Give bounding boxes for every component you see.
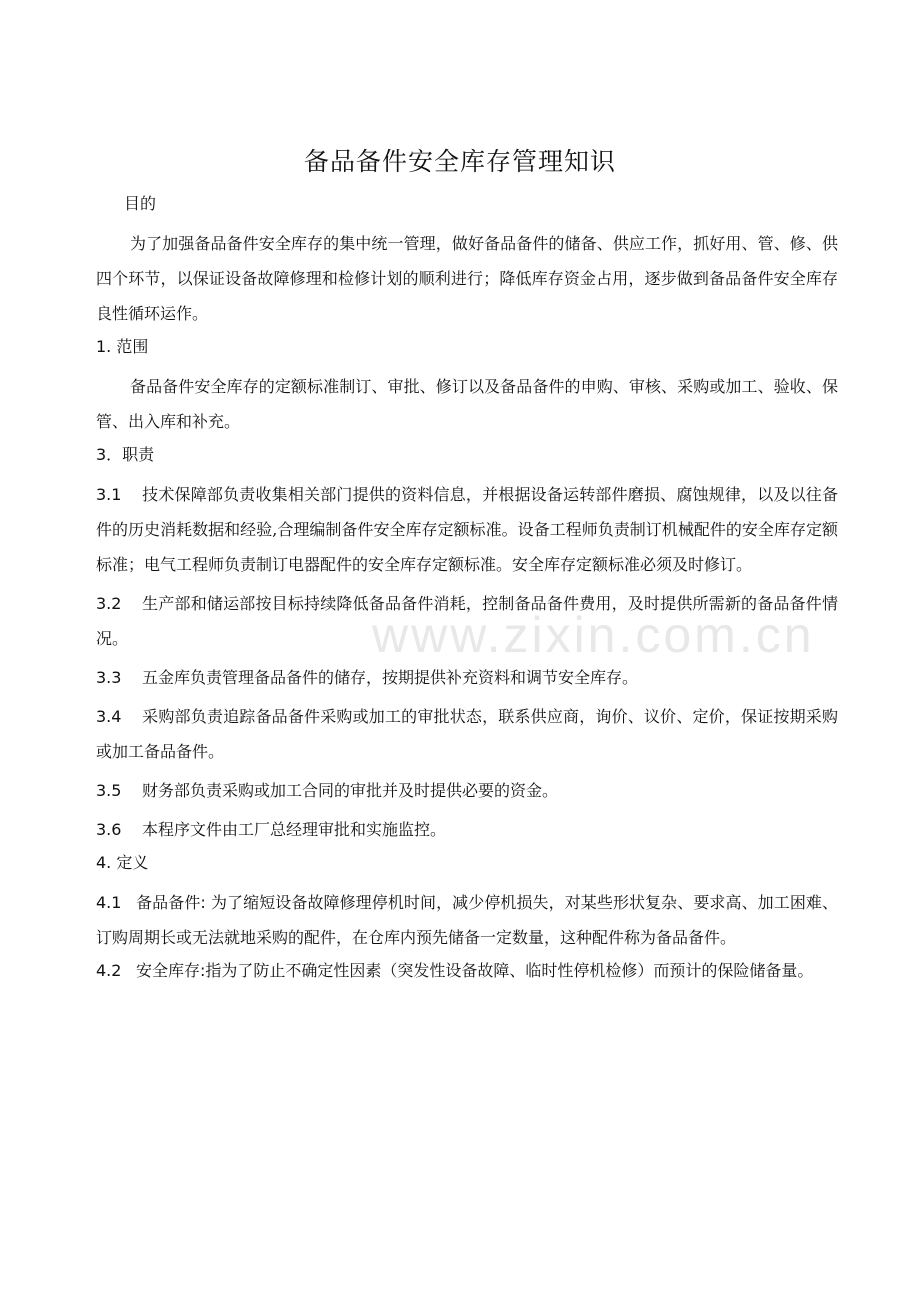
definitions-heading: 4. 定义 xyxy=(96,853,149,872)
duty-text: 财务部负责采购或加工合同的审批并及时提供必要的资金。 xyxy=(142,781,559,800)
definition-item xyxy=(96,885,838,955)
document-body xyxy=(96,192,838,987)
definition-text: 指为了防止不确定性因素（突发性设备故障、临时性停机检修）而预计的保险储备量。 xyxy=(205,961,814,980)
purpose-text: 为了加强备品备件安全库存的集中统一管理，做好备品备件的储备、供应工作，抓好用、管、修、供四个环节，以保证设备故障修理和检修计划的顺利进行；降低库存资金占用，逐步做到备品备件安全库存良性循环运作。 xyxy=(96,234,838,323)
document-title: 备品备件安全库存管理知识 xyxy=(303,147,616,176)
duty-item xyxy=(96,586,838,656)
duty-item xyxy=(96,699,838,769)
duty-item xyxy=(96,812,838,847)
duty-number: 3.6 xyxy=(96,820,122,839)
scope-text: 备品备件安全库存的定额标准制订、审批、修订以及备品备件的申购、审核、采购或加工、验收、保管、出入库和补充。 xyxy=(96,377,838,431)
definition-number: 4.2 xyxy=(96,961,122,980)
duty-text: 本程序文件由工厂总经理审批和实施监控。 xyxy=(142,820,447,839)
duty-item xyxy=(96,477,838,582)
duty-text: 采购部负责追踪备品备件采购或加工的审批状态，联系供应商，询价、议价、定价，保证按期采购或加工备品备件。 xyxy=(96,707,838,761)
definition-term: 安全库存: xyxy=(136,961,206,980)
duty-number: 3.1 xyxy=(96,485,122,504)
watermark: www.zixin.com.cn xyxy=(372,607,815,663)
duty-text: 技术保障部负责收集相关部门提供的资料信息，并根据设备运转部件磨损、腐蚀规律，以及以往备件的历史消耗数据和经验,合理编制备件安全库存定额标准。设备工程师负责制订机械配件的安全库存定额标准；电气工程师负责制订电器配件的安全库存定额标准。安全库存定额标准必须及时修订。 xyxy=(96,485,838,574)
purpose-heading: 目的 xyxy=(124,194,157,213)
duty-item xyxy=(96,660,838,695)
duty-text: 五金库负责管理备品备件的储存，按期提供补充资料和调节安全库存。 xyxy=(142,668,639,687)
duty-number: 3.3 xyxy=(96,668,122,687)
duty-number: 3.5 xyxy=(96,781,122,800)
definition-item xyxy=(96,959,838,983)
definition-term: 备品备件: xyxy=(136,893,206,912)
duty-item xyxy=(96,773,838,808)
duty-text: 生产部和储运部按目标持续降低备品备件消耗，控制备品备件费用，及时提供所需新的备品备件情况。 xyxy=(96,594,838,648)
scope-heading: 1. 范围 xyxy=(96,337,149,356)
duties-heading: 3．职责 xyxy=(96,445,155,464)
duty-number: 3.2 xyxy=(96,594,122,613)
definition-text: 为了缩短设备故障修理停机时间，减少停机损失，对某些形状复杂、要求高、加工困难、订购周期长或无法就地采购的配件，在仓库内预先储备一定数量，这种配件称为备品备件。 xyxy=(96,893,838,947)
duty-number: 3.4 xyxy=(96,707,122,726)
definition-number: 4.1 xyxy=(96,893,122,912)
